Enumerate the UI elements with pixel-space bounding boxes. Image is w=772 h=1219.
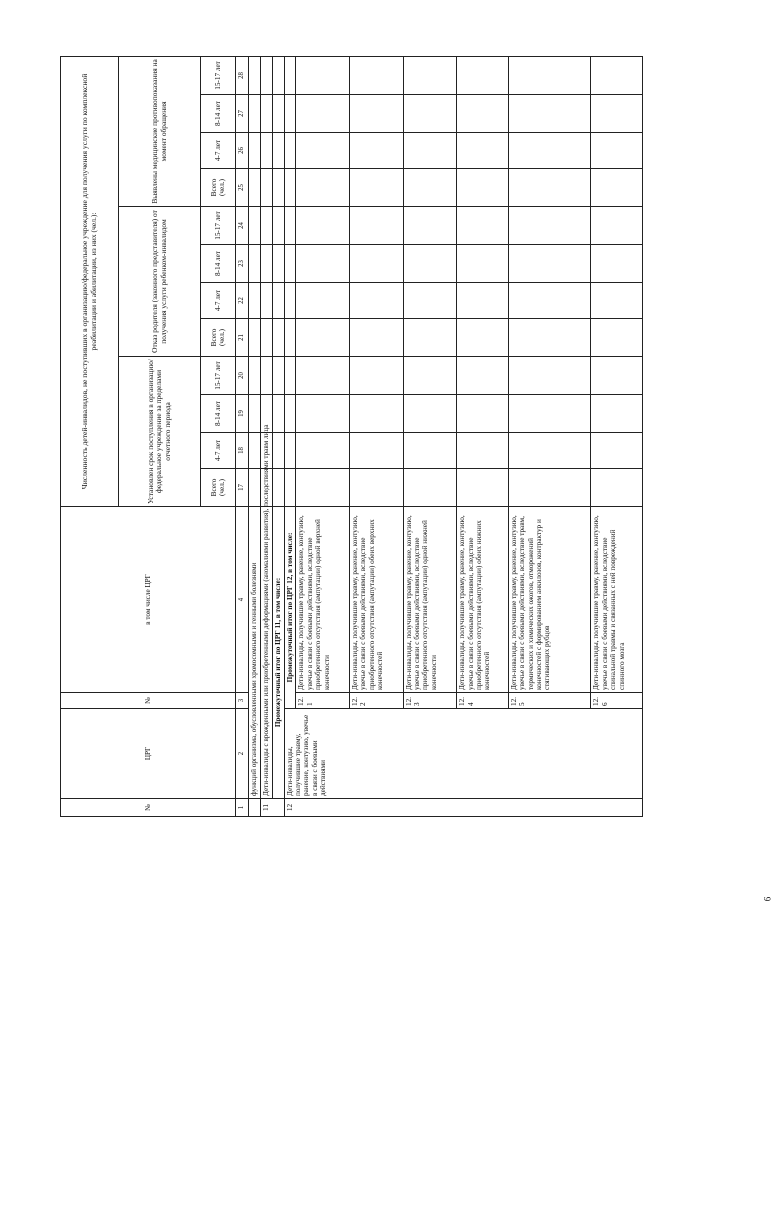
data-cell [261, 133, 273, 169]
header-crg: ЦРГ [61, 709, 236, 799]
data-cell [284, 469, 296, 507]
data-cell [296, 433, 350, 469]
data-cell [272, 95, 284, 133]
data-cell [508, 169, 591, 207]
data-cell [457, 169, 509, 207]
data-cell [284, 133, 296, 169]
data-cell [457, 95, 509, 133]
subcol-15-17: 15-17 лет [201, 207, 236, 245]
data-cell [591, 395, 643, 433]
data-cell [350, 283, 404, 319]
data-cell [350, 433, 404, 469]
data-cell [508, 395, 591, 433]
data-cell [248, 169, 260, 207]
data-cell [457, 207, 509, 245]
data-cell [591, 207, 643, 245]
col-number: 20 [236, 357, 248, 395]
col-number: 24 [236, 207, 248, 245]
subcol-4-7: 4-7 лет [201, 433, 236, 469]
data-cell [350, 319, 404, 357]
header-main-title: Численность детей-инвалидов, не поступивших в организацию/федеральное учреждение для получения услуги по комплексной реабилитации и абилитации, из них (чел.): [61, 56, 119, 506]
col-number: 4 [236, 507, 248, 693]
header-num: № [61, 799, 236, 817]
data-cell [284, 433, 296, 469]
col-number: 1 [236, 799, 248, 817]
data-cell [457, 56, 509, 94]
data-cell [296, 133, 350, 169]
data-cell [350, 169, 404, 207]
data-cell [272, 207, 284, 245]
data-cell [591, 245, 643, 283]
data-cell [284, 95, 296, 133]
row-12-number: 12 [284, 799, 642, 817]
data-cell [457, 469, 509, 507]
data-cell [248, 95, 260, 133]
data-cell [403, 319, 457, 357]
data-cell [350, 133, 404, 169]
data-cell [403, 283, 457, 319]
data-cell [591, 169, 643, 207]
row-12-name: Дети-инвалиды, получившие травму, ранение, контузию, увечье в связи с боевыми действиями [284, 709, 642, 799]
data-cell [591, 133, 643, 169]
group-medical-contraindications: Выявлены медицинские противопоказания на момент обращения [118, 56, 201, 206]
data-cell [296, 357, 350, 395]
data-cell [272, 395, 284, 433]
subcol-total: Всего (чел.) [201, 469, 236, 507]
subcol-4-7: 4-7 лет [201, 283, 236, 319]
col-number: 18 [236, 433, 248, 469]
data-cell [272, 133, 284, 169]
data-cell [284, 395, 296, 433]
data-cell [248, 245, 260, 283]
data-cell [272, 469, 284, 507]
report-table [60, 56, 643, 817]
data-cell [457, 133, 509, 169]
data-cell [284, 319, 296, 357]
data-cell [261, 283, 273, 319]
data-cell [248, 357, 260, 395]
data-cell [403, 133, 457, 169]
group-deadline: Установлен срок поступления в организацию/федеральное учреждение за пределами отчетного периода [118, 357, 201, 507]
data-cell [403, 245, 457, 283]
sub-row-text: Дети-инвалиды, получившие травму, ранение, контузию, увечье в связи с боевыми действиями, вследствие приобретенного отсутствия (ампутации) обеих нижних конечностей [457, 507, 509, 693]
sub-row-text: Дети-инвалиды, получившие травму, ранение, контузию, увечье в связи с боевыми действиями, вследствие травм, термических и химических ожогов, отморожений конечностей с формированием анкилозов, контрактур и стягивающих рубцов [508, 507, 591, 693]
data-cell [284, 283, 296, 319]
col-number: 19 [236, 395, 248, 433]
subcol-8-14: 8-14 лет [201, 95, 236, 133]
data-cell [591, 357, 643, 395]
sub-row-number: 12.3 [403, 693, 457, 709]
data-cell [591, 283, 643, 319]
data-cell [248, 207, 260, 245]
data-cell [403, 395, 457, 433]
data-cell [457, 319, 509, 357]
data-cell [403, 56, 457, 94]
data-cell [296, 56, 350, 94]
data-cell [296, 245, 350, 283]
row-11-interim-total: Промежуточный итог по ЦРГ 11, в том числе: [272, 507, 284, 799]
header-sub-crg: в том числе ЦРГ [61, 507, 236, 693]
sub-row-number: 12.5 [508, 693, 591, 709]
sub-row-number: 12.4 [457, 693, 509, 709]
data-cell [284, 169, 296, 207]
data-cell [508, 207, 591, 245]
data-cell [457, 357, 509, 395]
data-cell [403, 207, 457, 245]
row-11-number: 11 [261, 799, 285, 817]
data-cell [261, 357, 273, 395]
group-parent-refusal: Отказ родителя (законного представителя) от получения услуги ребенком-инвалидом [118, 207, 201, 357]
col-number: 28 [236, 56, 248, 94]
data-cell [248, 469, 260, 507]
data-cell [457, 395, 509, 433]
data-cell [284, 56, 296, 94]
data-cell [591, 469, 643, 507]
col-number: 17 [236, 469, 248, 507]
data-cell [350, 357, 404, 395]
data-cell [508, 245, 591, 283]
page-number: 9 [762, 896, 772, 902]
data-cell [508, 433, 591, 469]
subcol-4-7: 4-7 лет [201, 133, 236, 169]
data-cell [508, 357, 591, 395]
data-cell [272, 433, 284, 469]
data-cell [272, 245, 284, 283]
data-cell [403, 169, 457, 207]
data-cell [272, 283, 284, 319]
data-cell [248, 133, 260, 169]
data-cell [403, 95, 457, 133]
data-cell [508, 95, 591, 133]
data-cell [261, 245, 273, 283]
data-cell [248, 56, 260, 94]
data-cell [261, 319, 273, 357]
data-cell [272, 56, 284, 94]
data-cell [508, 319, 591, 357]
data-cell [296, 169, 350, 207]
data-cell [296, 319, 350, 357]
data-cell [591, 56, 643, 94]
sub-row-number: 12.1 [296, 693, 350, 709]
sub-row-text: Дети-инвалиды, получившие травму, ранение, контузию, увечье в связи с боевыми действиями, вследствие приобретенного отсутствия (ампутации) обеих верхних конечностей [350, 507, 404, 693]
data-cell [508, 133, 591, 169]
data-cell [350, 469, 404, 507]
data-cell [272, 319, 284, 357]
subcol-8-14: 8-14 лет [201, 395, 236, 433]
data-cell [403, 469, 457, 507]
sub-row-text: Дети-инвалиды, получившие травму, ранение, контузию, увечье в связи с боевыми действиями, вследствие спинальной травмы и связанных с ней повреждений спинного мозга [591, 507, 643, 693]
data-cell [261, 169, 273, 207]
row-12-interim-total: Промежуточный итог по ЦРГ 12, в том числе: [284, 507, 296, 709]
subcol-total: Всего (чел.) [201, 319, 236, 357]
data-cell [248, 433, 260, 469]
sub-row-number: 12.6 [591, 693, 643, 709]
data-cell [350, 207, 404, 245]
data-cell [296, 469, 350, 507]
data-cell [457, 433, 509, 469]
data-cell [457, 245, 509, 283]
data-cell [284, 245, 296, 283]
data-cell [272, 169, 284, 207]
data-cell [508, 283, 591, 319]
data-cell [350, 395, 404, 433]
col-number: 23 [236, 245, 248, 283]
data-cell [403, 357, 457, 395]
data-cell [248, 799, 260, 817]
data-cell [248, 319, 260, 357]
col-number: 26 [236, 133, 248, 169]
sub-row-text: Дети-инвалиды, получившие травму, ранение, контузию, увечье в связи с боевыми действиями, вследствие приобретенного отсутствия (ампутации) одной нижней конечности [403, 507, 457, 693]
sub-row-text: Дети-инвалиды, получившие травму, ранение, контузию, увечье в связи с боевыми действиями, вследствие приобретенного отсутствия (ампутации) одной верхней конечности [296, 507, 350, 693]
data-cell [508, 469, 591, 507]
data-cell [591, 319, 643, 357]
header-num2: № [61, 693, 236, 709]
data-cell [284, 357, 296, 395]
row-chromosomal-text: функций организма, обусловленными хромосомными и генными болезнями [248, 507, 260, 799]
data-cell [261, 95, 273, 133]
report-table-sheet [60, 57, 643, 817]
data-cell [508, 56, 591, 94]
data-cell [350, 56, 404, 94]
subcol-8-14: 8-14 лет [201, 245, 236, 283]
subcol-15-17: 15-17 лет [201, 357, 236, 395]
sub-row-number: 12.2 [350, 693, 404, 709]
col-number: 25 [236, 169, 248, 207]
data-cell [591, 95, 643, 133]
data-cell [457, 283, 509, 319]
col-number: 2 [236, 709, 248, 799]
data-cell [296, 95, 350, 133]
data-cell [591, 433, 643, 469]
col-number: 27 [236, 95, 248, 133]
col-number: 22 [236, 283, 248, 319]
data-cell [350, 95, 404, 133]
subcol-total: Всего (чел.) [201, 169, 236, 207]
data-cell [261, 56, 273, 94]
data-cell [248, 395, 260, 433]
data-cell [403, 433, 457, 469]
col-number: 3 [236, 693, 248, 709]
row-11-name: Дети-инвалиды с врожденными или приобретенными деформациями (аномалиями развития), последствиями травм лица [261, 507, 273, 799]
data-cell [248, 283, 260, 319]
data-cell [296, 395, 350, 433]
data-cell [350, 245, 404, 283]
col-number: 21 [236, 319, 248, 357]
data-cell [261, 207, 273, 245]
data-cell [296, 207, 350, 245]
data-cell [284, 207, 296, 245]
data-cell [272, 357, 284, 395]
data-cell [296, 283, 350, 319]
subcol-15-17: 15-17 лет [201, 56, 236, 94]
